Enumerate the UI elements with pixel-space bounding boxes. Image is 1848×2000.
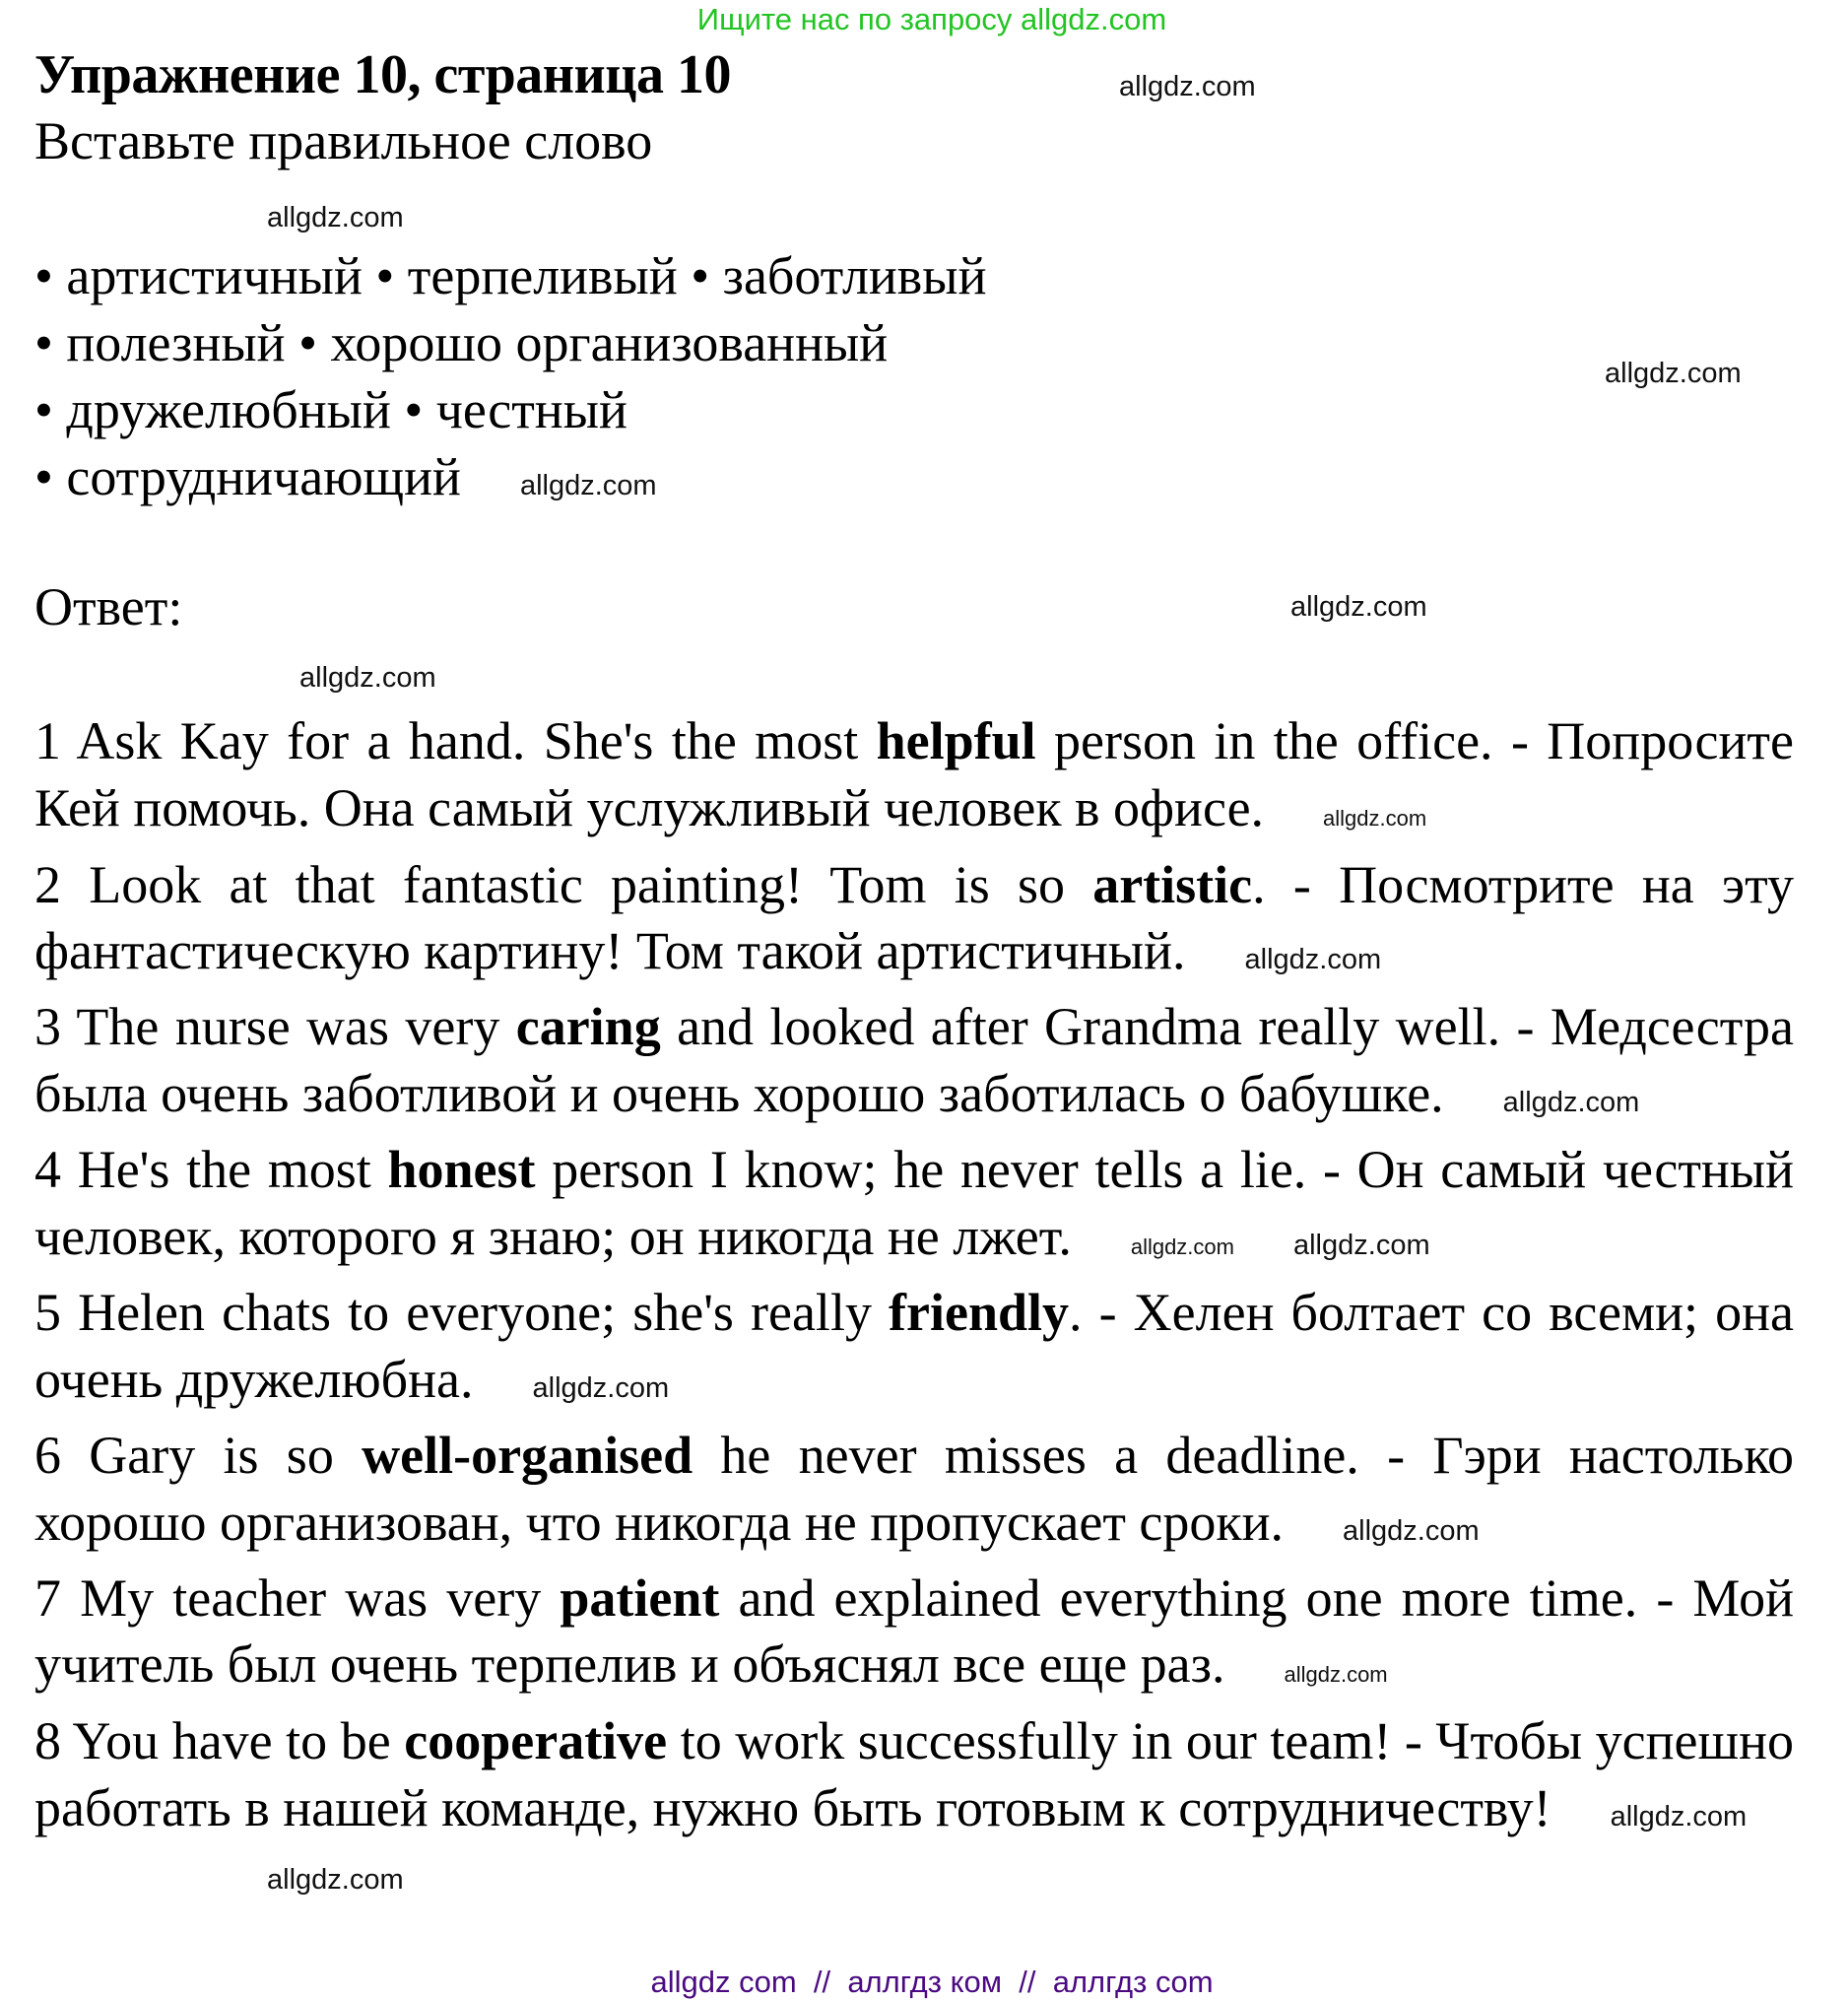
watermark-row bbox=[34, 1851, 1794, 1900]
word-list-line: • артистичный • терпеливый • заботливый bbox=[34, 246, 987, 305]
watermark: allgdz.com bbox=[1343, 1514, 1480, 1547]
answer-item bbox=[34, 1137, 1794, 1281]
answer-word: caring bbox=[515, 997, 661, 1057]
answer-item bbox=[34, 1423, 1794, 1566]
watermark: allgdz.com bbox=[299, 662, 436, 694]
word-list-line: • полезный • хорошо организованный bbox=[34, 313, 889, 372]
answer-word: well-organised bbox=[362, 1425, 693, 1485]
watermark: allgdz.com bbox=[267, 1863, 404, 1896]
answer-word: cooperative bbox=[404, 1711, 668, 1771]
watermark: allgdz.com bbox=[1130, 1233, 1234, 1259]
watermark: allgdz.com bbox=[1610, 1800, 1748, 1833]
item-text: and explained everything one more time. - Мой учитель был очень терпелив и объяснял все еще раз. bbox=[34, 1567, 1794, 1695]
answer-word: patient bbox=[560, 1567, 720, 1628]
answer-item bbox=[34, 1566, 1794, 1709]
watermark: allgdz.com bbox=[532, 1372, 670, 1405]
item-text: . - Хелен болтает со всеми; она очень дружелюбна. bbox=[34, 1283, 1794, 1410]
word-list-line bbox=[34, 443, 986, 519]
watermark: allgdz.com bbox=[1323, 805, 1427, 831]
answer-word: honest bbox=[387, 1139, 536, 1199]
item-text: 4 He's the most bbox=[34, 1139, 388, 1199]
watermark: allgdz.com bbox=[1119, 71, 1256, 102]
answer-word: artistic bbox=[1092, 854, 1253, 914]
watermark: allgdz.com bbox=[1605, 358, 1742, 389]
item-text: 5 Helen chats to everyone; she's really bbox=[34, 1283, 890, 1343]
word-list bbox=[34, 242, 986, 519]
answer-item bbox=[34, 852, 1794, 995]
watermark: allgdz.com bbox=[1284, 1662, 1388, 1688]
watermark: allgdz.com bbox=[1292, 1229, 1430, 1261]
item-text: to work successfully in our team! - Чтобы успешно работать в нашей команде, нужно быть готовым к сотрудничеству! bbox=[34, 1711, 1794, 1837]
word-list-line-text: • сотрудничающий bbox=[34, 447, 461, 506]
item-text: he never misses a deadline. - Гэри настолько хорошо организован, что никогда не пропускает сроки. bbox=[34, 1425, 1795, 1552]
item-text: 6 Gary is so bbox=[34, 1425, 363, 1485]
answer-item bbox=[34, 708, 1794, 852]
item-text: 3 The nurse was very bbox=[34, 997, 516, 1057]
footer-links[interactable]: allgdz com // аллгдз ком // аллгдз com bbox=[650, 1965, 1214, 1999]
answer-item bbox=[34, 1280, 1794, 1423]
watermark: allgdz.com bbox=[1502, 1086, 1640, 1118]
answer-word: friendly bbox=[889, 1283, 1070, 1343]
answer-word: helpful bbox=[876, 711, 1036, 770]
item-text: . - Посмотрите на эту фантастическую картину! Том такой артистичный. bbox=[34, 854, 1794, 981]
watermark: allgdz.com bbox=[1290, 591, 1427, 623]
item-text: 7 My teacher was very bbox=[34, 1567, 561, 1628]
watermark: allgdz.com bbox=[1244, 944, 1382, 976]
top-banner-link[interactable]: Ищите нас по запросу allgdz.com bbox=[696, 2, 1167, 36]
answer-label: Ответ: bbox=[34, 577, 183, 636]
item-text: person I know; he never tells a lie. - Он самый честный человек, которого я знаю; он никогда не лжет. bbox=[34, 1139, 1794, 1266]
item-text: 2 Look at that fantastic painting! Tom is so bbox=[34, 854, 1093, 914]
task-instruction: Вставьте правильное слово bbox=[34, 111, 653, 170]
answer-list bbox=[34, 708, 1794, 1900]
watermark: allgdz.com bbox=[267, 202, 404, 233]
answer-item bbox=[34, 1708, 1794, 1851]
answer-item bbox=[34, 994, 1794, 1137]
item-text: 1 Ask Kay for a hand. She's the most bbox=[34, 711, 877, 770]
watermark: allgdz.com bbox=[519, 470, 657, 501]
word-list-line: • дружелюбный • честный bbox=[34, 380, 627, 439]
item-text: 8 You have to be bbox=[34, 1711, 405, 1771]
item-text: and looked after Grandma really well. - Медсестра была очень заботливой и очень хорошо заботилась о бабушке. bbox=[34, 997, 1794, 1123]
page-title: Упражнение 10, страница 10 bbox=[34, 44, 732, 105]
item-text: person in the office. - Попросите Кей помочь. Она самый услужливый человек в офисе. bbox=[34, 711, 1794, 837]
